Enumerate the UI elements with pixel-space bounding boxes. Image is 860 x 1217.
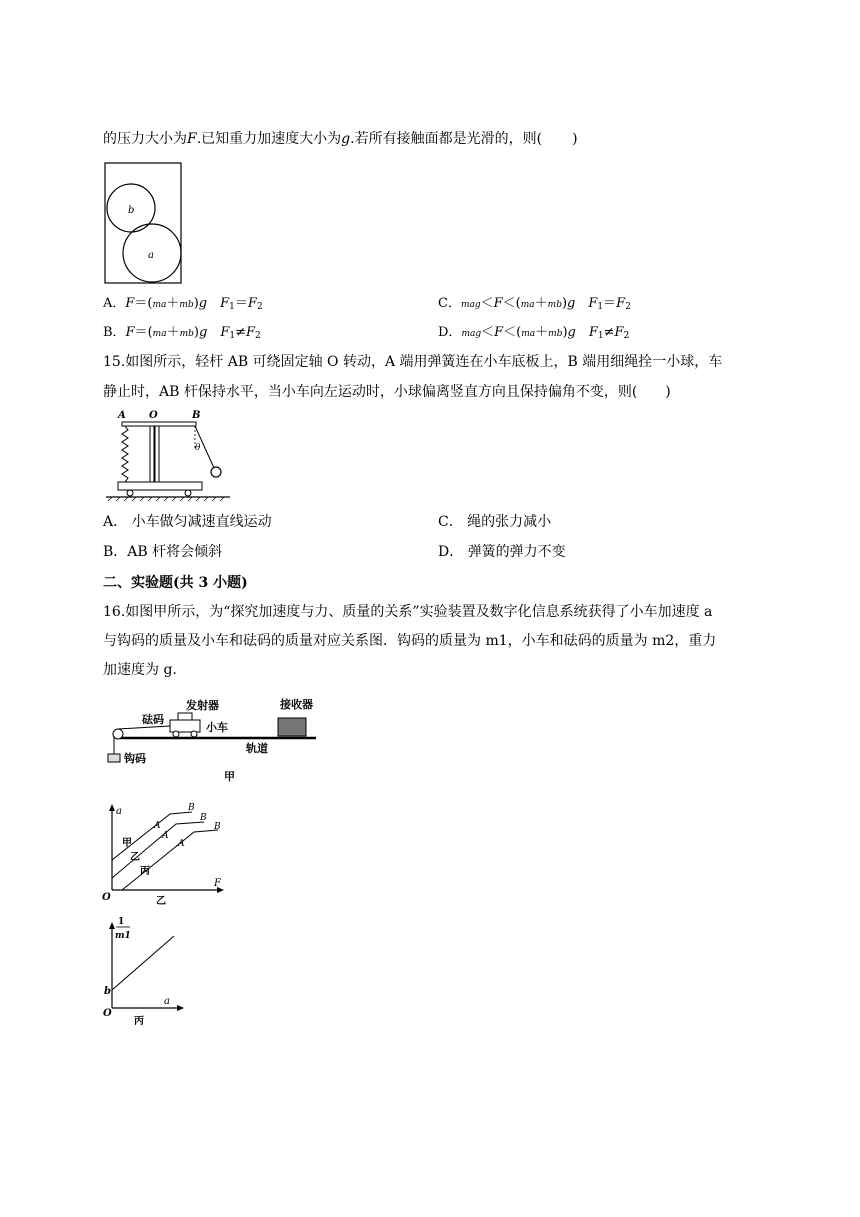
- q16-figure-aF-graph: [100, 800, 230, 908]
- q14-paren: ): [572, 131, 578, 147]
- ground-hatch: [108, 497, 224, 501]
- label-A-2: A: [162, 831, 169, 841]
- label-cart: 小车: [206, 721, 228, 734]
- label-origin: O: [102, 892, 111, 903]
- cart-wheel-1: [173, 731, 179, 737]
- label-fraction-num: 1: [118, 917, 125, 927]
- q15-option-A[interactable]: A． 小车做匀减速直线运动: [103, 514, 272, 530]
- label-line-bing: 丙: [140, 866, 150, 877]
- receiver-box: [278, 718, 306, 736]
- label-weights: 砝码: [142, 713, 164, 726]
- label-receiver: 接收器: [280, 698, 313, 711]
- q14-option-D[interactable]: D．mag＜F＜(ma＋mb)g $F_1\ne F_2$: [438, 325, 630, 341]
- label-axis-F: F: [214, 878, 221, 889]
- cart-body: [170, 720, 200, 732]
- label-A-1: A: [154, 821, 161, 831]
- q16-figure-inverse-graph: [100, 912, 190, 1030]
- caption-yi: 乙: [156, 896, 166, 907]
- lever-AB: [122, 422, 196, 426]
- label-axis-a: a: [164, 996, 170, 1007]
- q14-text-b: .已知重力加速度大小为: [196, 131, 342, 147]
- label-line-yi: 乙: [130, 852, 140, 863]
- label-B: B: [192, 410, 201, 421]
- q14-var-g: g: [341, 131, 351, 147]
- label-a: a: [148, 250, 154, 261]
- q14-option-A[interactable]: A．F＝(ma＋mb)g $F_1=F_2$: [103, 296, 263, 312]
- label-fraction-den: m1: [115, 931, 131, 941]
- axis-y-arrow: [109, 922, 115, 929]
- axis-x-arrow: [177, 1005, 184, 1011]
- q16-stem-line1: 16.如图甲所示，为“探究加速度与力、质量的关系”实验装置及数字化信息系统获得了小车加速度 a: [103, 604, 713, 620]
- q15-figure-cart: [104, 408, 234, 504]
- label-emitter: 发射器: [186, 699, 219, 712]
- q16-stem-line2: 与钩码的质量及小车和砝码的质量对应关系图．钩码的质量为 m1，小车和砝码的质量为 m2，重力: [103, 633, 717, 649]
- label-hook: 钩码: [124, 752, 146, 765]
- q14-stem-line: [103, 129, 578, 149]
- q15-option-B[interactable]: B．AB 杆将会倾斜: [103, 544, 223, 560]
- q14-text-c: .若所有接触面都是光滑的，则(: [350, 131, 543, 147]
- cart-board: [118, 482, 202, 490]
- q16-stem-line3: 加速度为 g.: [103, 662, 177, 678]
- q14-var-F: F: [187, 131, 197, 147]
- line-inverse: [112, 936, 174, 990]
- post-right: [155, 426, 159, 482]
- spring: [122, 426, 128, 482]
- caption-bing: 丙: [134, 1016, 144, 1027]
- q14-option-B[interactable]: B．F＝(ma＋mb)g $F_1\ne F_2$: [103, 325, 261, 341]
- q14-option-C[interactable]: C．mag＜F＜(ma＋mb)g $F_1=F_2$: [438, 296, 631, 312]
- label-theta: θ: [195, 443, 201, 453]
- label-origin: O: [103, 1008, 112, 1019]
- label-A: A: [118, 410, 126, 421]
- label-line-jia: 甲: [122, 838, 132, 849]
- q15-option-D[interactable]: D． 弹簧的弹力不变: [438, 544, 566, 560]
- wheel-left: [127, 490, 133, 496]
- section-heading: 二、实验题(共 3 小题): [103, 575, 248, 591]
- q14-figure-balls: [104, 162, 184, 286]
- q15-option-C[interactable]: C． 绳的张力减小: [438, 514, 552, 530]
- post-left: [150, 426, 154, 482]
- caption-jia: 甲: [224, 770, 235, 783]
- label-B-1: B: [188, 803, 195, 813]
- label-B-2: B: [200, 813, 207, 823]
- q16-figure-apparatus: [104, 694, 324, 786]
- wheel-right: [185, 490, 191, 496]
- label-b: b: [128, 205, 135, 216]
- axis-y-arrow: [109, 804, 115, 811]
- q14-text-a: 的压力大小为: [103, 131, 187, 147]
- label-intercept-b: b: [104, 986, 111, 997]
- curve-jia: [112, 812, 192, 860]
- label-O: O: [149, 410, 158, 421]
- q15-stem-line1: 15.如图所示，轻杆 AB 可绕固定轴 O 转动，A 端用弹簧连在小车底板上，B 端用细绳拴一小球，车: [103, 354, 723, 370]
- ball: [211, 467, 221, 477]
- label-A-3: A: [178, 839, 185, 849]
- cord: [118, 726, 170, 729]
- label-B-3: B: [214, 822, 221, 832]
- hook-weight: [108, 754, 120, 762]
- cart-wheel-2: [191, 731, 197, 737]
- container-rect: [105, 163, 181, 283]
- q15-stem-line2: 静止时，AB 杆保持水平，当小车向左运动时，小球偏离竖直方向且保持偏角不变，则( ): [103, 384, 671, 400]
- label-axis-a: a: [116, 806, 122, 817]
- label-track: 轨道: [246, 742, 268, 755]
